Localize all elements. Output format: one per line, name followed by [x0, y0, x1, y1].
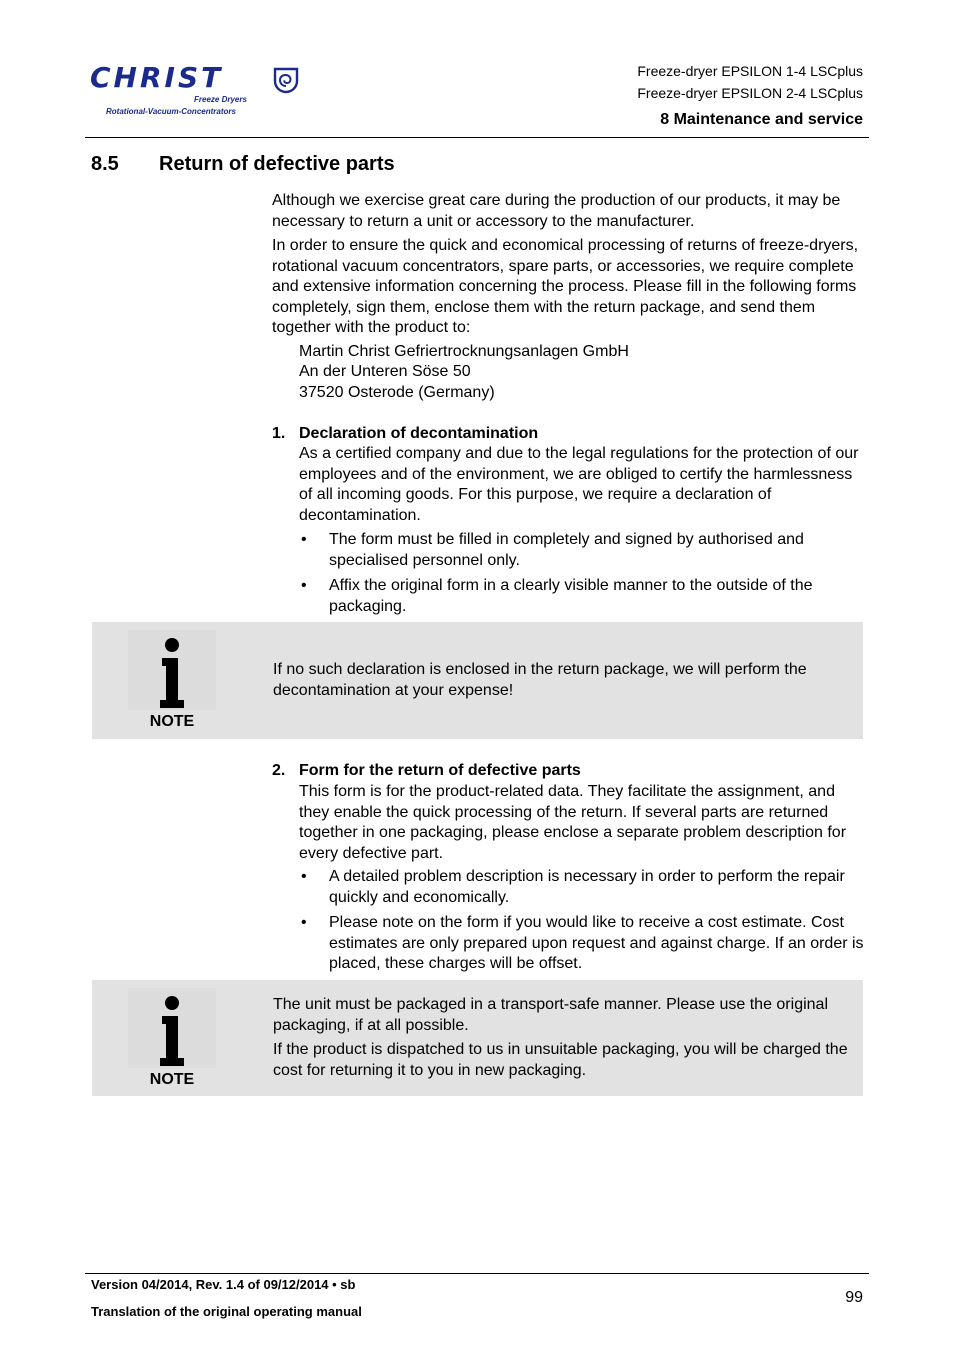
bullet-text: Affix the original form in a clearly visible manner to the outside of the packaging.: [329, 577, 813, 615]
page-number: 99: [845, 1289, 863, 1306]
list-item-title: Declaration of decontamination: [299, 425, 539, 442]
bullet-icon: •: [301, 914, 307, 931]
footer-translation-note: Translation of the original operating manual: [91, 1304, 362, 1319]
bullet-text: A detailed problem description is necessary in order to perform the repair quickly and economically.: [329, 868, 845, 906]
note-label: NOTE: [149, 1071, 195, 1088]
info-icon: [158, 638, 186, 710]
list-item-number: 2.: [272, 762, 286, 779]
list-item-number: 1.: [272, 425, 286, 442]
intro-paragraph: In order to ensure the quick and economical processing of returns of freeze-dryers, rotational vacuum concentrators, spare parts, or accessories, we require complete and extensive information concerning the process. Please fill in the following forms completely, sign them, enclose them with the return package, and send them together with the product to:: [272, 237, 859, 336]
address-line: 37520 Osterode (Germany): [299, 384, 495, 401]
list-item-title: Form for the return of defective parts: [299, 762, 581, 779]
info-icon: [158, 996, 186, 1068]
logo-spiral-icon: [272, 66, 300, 94]
company-logo: [90, 62, 310, 118]
footer-divider: [85, 1273, 869, 1274]
bullet-text: Please note on the form if you would like to receive a cost estimate. Cost estimates are only prepared upon request and against charge. If an order is placed, these charges will be offset.: [329, 914, 864, 972]
list-item-text: As a certified company and due to the legal regulations for the protection of our employees and of the environment, we are obliged to certify the harmlessness of all incoming goods. For this purpose, we require a declaration of decontamination.: [299, 445, 859, 524]
section-number: 8.5: [91, 153, 119, 175]
list-item-text: This form is for the product-related data. They facilitate the assignment, and they enable the quick processing of the return. If several parts are returned together in one packaging, please enclose a separate problem description for every defective part.: [299, 783, 847, 862]
header-divider: [85, 137, 869, 138]
footer-version: Version 04/2014, Rev. 1.4 of 09/12/2014 • sb: [91, 1277, 356, 1292]
address-line: Martin Christ Gefriertrocknungsanlagen GmbH: [299, 343, 629, 360]
header-product-line-1: Freeze-dryer EPSILON 1-4 LSCplus: [637, 63, 863, 79]
logo-tagline-concentrators: Rotational-Vacuum-Concentrators: [106, 107, 236, 116]
bullet-icon: •: [301, 577, 307, 594]
note-text: The unit must be packaged in a transport-safe manner. Please use the original packaging, if at all possible.: [273, 996, 828, 1034]
intro-paragraph: Although we exercise great care during the production of our products, it may be necessary to return a unit or accessory to the manufacturer.: [272, 192, 841, 230]
bullet-icon: •: [301, 868, 307, 885]
section-title: Return of defective parts: [159, 153, 395, 175]
note-label: NOTE: [149, 713, 195, 730]
logo-wordmark: CHRIST: [90, 61, 224, 94]
bullet-icon: •: [301, 531, 307, 548]
header-product-line-2: Freeze-dryer EPSILON 2-4 LSCplus: [637, 85, 863, 101]
bullet-text: The form must be filled in completely and signed by authorised and specialised personnel only.: [329, 531, 804, 569]
note-box: [92, 980, 863, 1096]
note-text: If no such declaration is enclosed in the return package, we will perform the decontamination at your expense!: [273, 661, 807, 699]
note-box: [92, 622, 863, 739]
logo-tagline-freeze-dryers: Freeze Dryers: [194, 95, 247, 104]
address-line: An der Unteren Söse 50: [299, 363, 471, 380]
header-chapter: 8 Maintenance and service: [660, 111, 863, 128]
note-text: If the product is dispatched to us in unsuitable packaging, you will be charged the cost for returning it to you in new packaging.: [273, 1041, 848, 1079]
